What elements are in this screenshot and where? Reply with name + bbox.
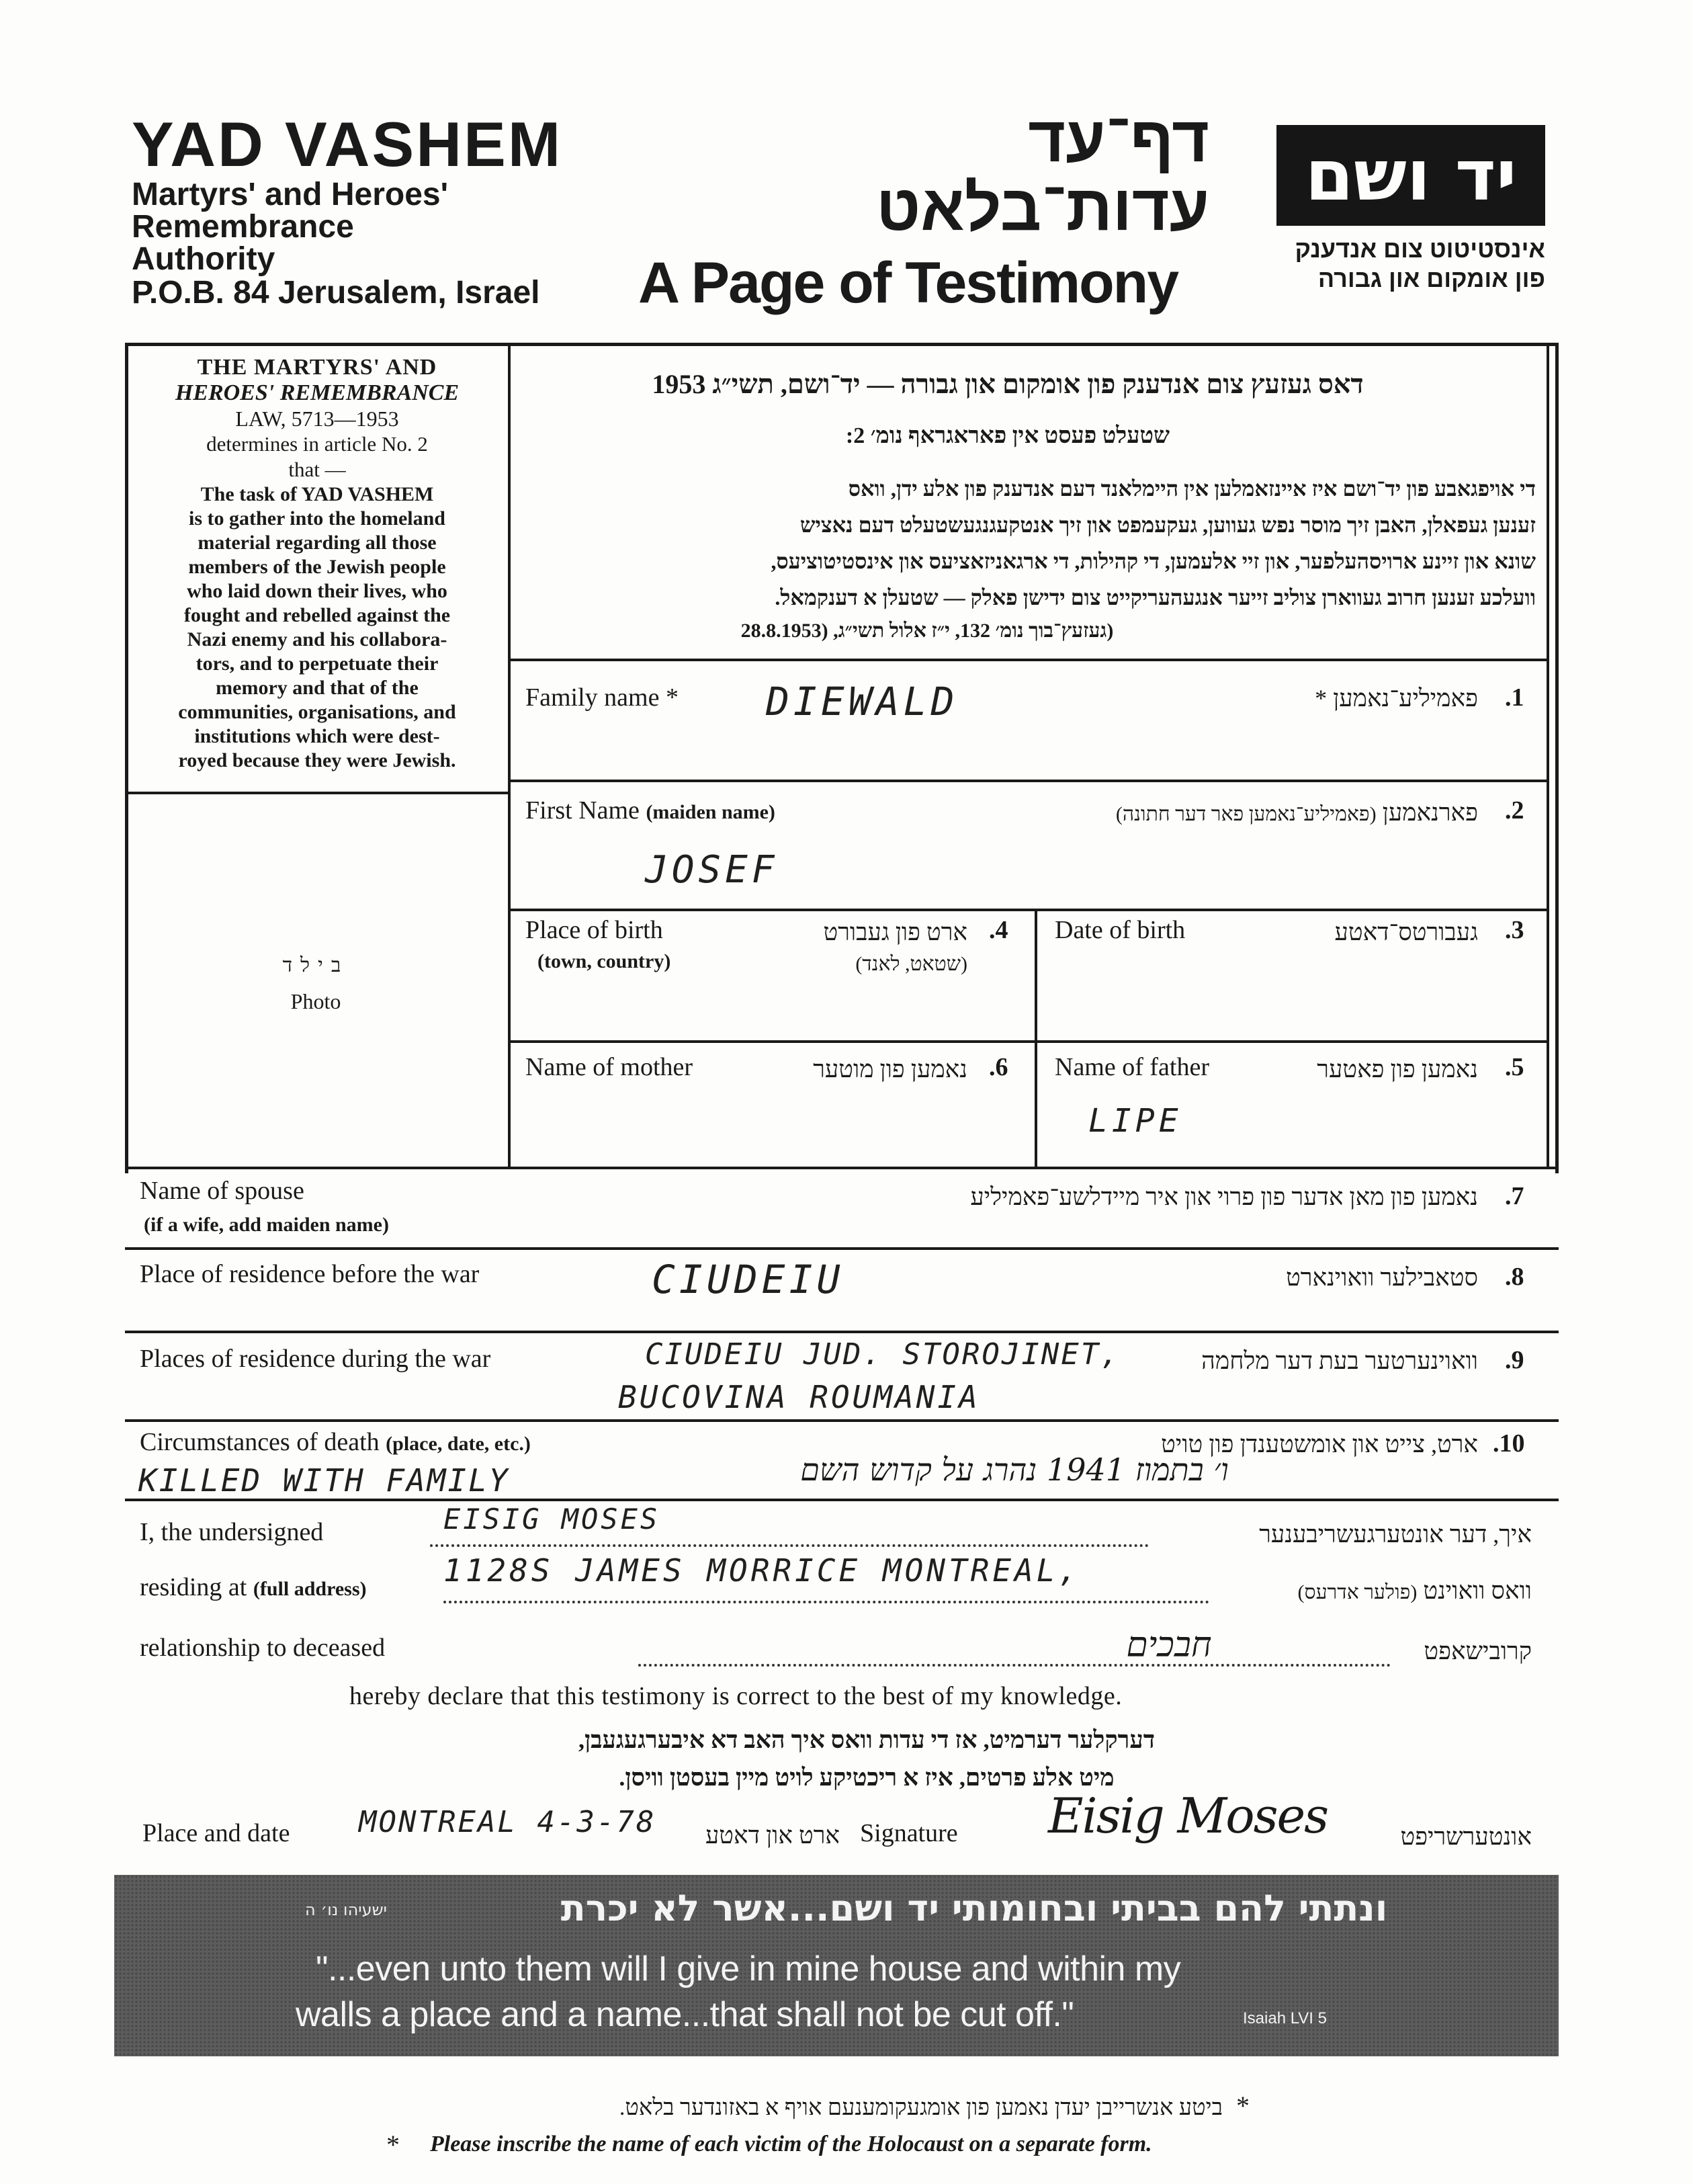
relationship-dotline — [638, 1664, 1391, 1667]
frame-inner-right — [1547, 343, 1549, 1167]
address-label-text: residing at — [140, 1573, 247, 1601]
residence-during-value-2[interactable]: BUCOVINA ROUMANIA — [618, 1379, 980, 1415]
law-title: THE MARTYRS' AND — [197, 355, 437, 380]
place-of-birth-sub-he: (שטאט, לאנד) — [855, 953, 967, 975]
rule-8 — [125, 1499, 1559, 1501]
footer-hebrew: ביטע אנשרייבן יעדן נאמען פון אומגעקומענעם אויף א באזונדער בלאט. — [619, 2095, 1223, 2120]
yiddish-law-line: זענען געפאלן, האבן זיך מוסר נפש געווען, געקעמפט און זיך אנטקעגנגעשטעלט דעם נאציש — [799, 513, 1536, 537]
institute-line: אינסטיטוט צום אנדענק — [1295, 235, 1545, 263]
banner-line: "...even unto them will I give in mine house and within my — [316, 1949, 1181, 1988]
declaration-statement-he: מיט אלע פרטים, איז א ריכטיקע לויט מיין בעסטן וויסן. — [619, 1764, 1115, 1791]
law-body-line: memory and that of the — [216, 677, 419, 699]
address-value[interactable]: 1128S JAMES MORRICE MONTREAL, — [443, 1552, 1081, 1589]
first-name-sub: (maiden name) — [646, 801, 775, 823]
residence-before-label-he: סטאבילער וואוינארט — [1286, 1264, 1478, 1291]
mother-label: Name of mother — [525, 1053, 693, 1081]
law-box-bottom-rule — [125, 792, 511, 794]
address-label-he-text: וואס וואוינט — [1423, 1577, 1532, 1604]
yiddish-title-1: דף־עד — [1028, 103, 1209, 175]
first-name-label-he — [981, 798, 1478, 827]
footer-english: Please inscribe the name of each victim of the Holocaust on a separate form. — [430, 2132, 1152, 2156]
field-number: .6 — [989, 1053, 1008, 1081]
rule-6 — [125, 1331, 1559, 1333]
law-intro: determines in article No. 2 — [206, 432, 428, 456]
field-number: .8 — [1505, 1263, 1524, 1291]
quote-banner — [114, 1875, 1559, 2056]
residence-during-label: Places of residence during the war — [140, 1345, 491, 1373]
field-number: .9 — [1505, 1346, 1524, 1374]
field-number: .10 — [1493, 1429, 1525, 1458]
address-label-he — [1209, 1577, 1532, 1605]
yiddish-law-subtitle: שטעלט פעסט אין פאראגראף נומ׳ 2: — [845, 423, 1170, 448]
rule-7 — [125, 1419, 1559, 1422]
address-sub-he: (פולער אדרעס) — [1297, 1581, 1418, 1603]
yiddish-title-2: עדות־בלאט — [876, 172, 1209, 244]
yiddish-law-line: וועלכע זענען חרוב געווארן צוליב זייער אנגעהעריקייט צום ידישן פאלק — שטעלן א דענקמאל. — [775, 585, 1536, 610]
signature-label-he: אונטערשריפט — [1400, 1823, 1532, 1850]
death-sub: (place, date, etc.) — [386, 1433, 531, 1455]
yiddish-law-body — [521, 470, 1536, 616]
rule-col-mid — [1035, 909, 1037, 1167]
relationship-value[interactable]: חבכים — [1126, 1625, 1212, 1665]
death-label — [140, 1427, 531, 1457]
banner-hebrew-ref: ישעיהו נו׳ ה — [304, 1900, 388, 1919]
residence-during-value-1[interactable]: CIUDEIU JUD. STOROJINET, — [645, 1337, 1121, 1372]
rule-law-bottom — [508, 659, 1549, 661]
place-of-birth-sub: (town, country) — [537, 950, 671, 972]
yiddish-law-line: שונא און זיינע ארויסהעלפער, און זיי אלעמען, די קהילות, די ארגאניזאציעס און אינסטיטוציעס, — [771, 549, 1536, 573]
law-title: LAW, 5713—1953 — [235, 407, 399, 431]
banner-line: walls a place and a name...that shall not be cut off." — [296, 1995, 1074, 2034]
father-value[interactable]: LIPE — [1088, 1102, 1182, 1140]
org-line: Authority — [132, 241, 275, 277]
footer-star: * — [386, 2130, 400, 2160]
date-of-birth-label-he: געבורטס־דאטע — [1334, 919, 1478, 946]
yiddish-law-title: דאס געזעץ צום אנדענק פון אומקום און גבורה — יד־ושם, תשי״ג 1953 — [652, 369, 1364, 399]
undersigned-value[interactable]: EISIG MOSES — [443, 1503, 660, 1536]
law-body-line: Nazi enemy and his collabora- — [187, 628, 447, 650]
family-name-label: Family name * — [525, 683, 679, 712]
signature-label: Signature — [860, 1819, 958, 1847]
first-name-label — [525, 796, 775, 825]
law-body-line: royed because they were Jewish. — [178, 749, 456, 771]
rule-2 — [508, 909, 1549, 911]
law-body — [132, 482, 503, 773]
law-body-line: is to gather into the homeland — [189, 507, 445, 530]
banner-ref: Isaiah LVI 5 — [1243, 2009, 1327, 2027]
death-label-he: ארט, צייט און אומשטענדן פון טויט — [1161, 1431, 1478, 1458]
undersigned-label: I, the undersigned — [140, 1518, 324, 1546]
undersigned-dotline — [430, 1544, 1149, 1547]
law-body-line: material regarding all those — [198, 532, 437, 554]
rule-3 — [508, 1040, 1549, 1043]
declaration-statement-he: דערקלער דערמיט, אז די עדות וואס איך האב דא איבערגעגעבן, — [578, 1726, 1156, 1753]
banner-hebrew: ונתתי להם בביתי ובחומותי יד ושם...אשר לא יכרת — [560, 1887, 1388, 1929]
place-of-birth-label: Place of birth — [525, 916, 663, 944]
rule-5 — [125, 1247, 1559, 1250]
residence-during-label-he: וואוינערטער בעת דער מלחמה — [1201, 1347, 1478, 1374]
org-line: Martyrs' and Heroes' — [132, 177, 448, 212]
address-label — [140, 1572, 367, 1602]
declaration-statement: hereby declare that this testimony is correct to the best of my knowledge. — [349, 1682, 1123, 1710]
death-value[interactable]: KILLED WITH FAMILY — [138, 1462, 510, 1499]
org-name: YAD VASHEM — [132, 109, 563, 179]
residence-before-value[interactable]: CIUDEIU — [652, 1257, 844, 1302]
rule-1 — [508, 780, 1549, 782]
org-address: P.O.B. 84 Jerusalem, Israel — [132, 275, 540, 310]
relationship-label: relationship to deceased — [140, 1634, 386, 1662]
law-body-line: tors, and to perpetuate their — [196, 653, 439, 675]
frame-right-rule — [1555, 343, 1559, 1173]
relationship-label-he: קרובישאפט — [1424, 1638, 1532, 1665]
photo-label-he: בילד — [282, 954, 349, 976]
footer-star: * — [1236, 2091, 1250, 2121]
law-title: HEROES' REMEMBRANCE — [175, 380, 460, 405]
rule-4 — [125, 1167, 1559, 1169]
field-number: .1 — [1505, 683, 1524, 712]
field-number: .3 — [1505, 916, 1524, 944]
law-box — [132, 355, 503, 773]
law-intro: that — — [288, 458, 346, 481]
father-label-he: נאמען פון פאטער — [1317, 1056, 1478, 1083]
law-body-line: members of the Jewish people — [188, 556, 446, 578]
law-body-line: fought and rebelled against the — [183, 604, 451, 626]
family-name-value[interactable]: DIEWALD — [766, 679, 959, 724]
spouse-sub: (if a wife, add maiden name) — [144, 1214, 389, 1236]
mother-label-he: נאמען פון מוטער — [813, 1056, 967, 1083]
death-value-he[interactable]: ו׳ בתמוז 1941 נהרג על קדוש השם — [800, 1452, 1229, 1488]
address-dotline — [443, 1601, 1209, 1603]
first-name-label-he-text: פארנאמען — [1382, 799, 1478, 826]
date-of-birth-label: Date of birth — [1055, 916, 1186, 944]
address-sub: (full address) — [253, 1578, 367, 1600]
field-number: .7 — [1505, 1182, 1524, 1210]
yiddish-law-citation: (געזעץ־בוך נומ׳ 132, י״ז אלול תשי״ג, (28.8.1953 — [740, 620, 1114, 642]
place-date-value[interactable]: MONTREAL 4-3-78 — [359, 1805, 656, 1839]
father-label: Name of father — [1055, 1053, 1209, 1081]
law-body-line: who laid down their lives, who — [187, 580, 447, 602]
yiddish-law-line: די אויפגאבע פון יד־ושם איז איינזאמלען אין היימלאנד דעם אנדענק פון אלע ידן, וואס — [848, 476, 1536, 501]
family-name-label-he: פאמיליע־נאמען * — [1315, 685, 1478, 712]
field-number: .5 — [1505, 1053, 1524, 1081]
place-date-label-he: ארט און דאטע — [705, 1822, 840, 1849]
law-body-line: The task of YAD VASHEM — [200, 483, 434, 505]
death-label-text: Circumstances of death — [140, 1428, 380, 1456]
first-name-sub-he: (פאמיליע־נאמען פאר דער חתונה) — [1115, 803, 1377, 825]
place-date-label: Place and date — [142, 1819, 290, 1847]
undersigned-label-he: איך, דער אונטערגעשריבענער — [1259, 1521, 1532, 1548]
signature-value[interactable]: Eisig Moses — [1048, 1788, 1328, 1844]
org-line: Remembrance — [132, 209, 354, 245]
logo-text: יד ושם — [1305, 134, 1517, 216]
residence-before-label: Place of residence before the war — [140, 1260, 480, 1288]
spouse-label-he: נאמען פון מאן אדער פון פרוי און איר מיידלשע־פאמיליע — [970, 1183, 1478, 1210]
spouse-label: Name of spouse — [140, 1177, 304, 1205]
field-number: .2 — [1505, 796, 1524, 825]
institute-line: פון אומקום און גבורה — [1317, 265, 1545, 292]
law-body-line: institutions which were dest- — [194, 725, 440, 747]
frame-top-rule — [125, 343, 1559, 346]
frame-left-col-right — [508, 343, 511, 1167]
yad-vashem-logo — [1276, 125, 1545, 226]
photo-label: Photo — [290, 989, 341, 1013]
page-title: A Page of Testimony — [638, 251, 1178, 315]
field-number: .4 — [989, 916, 1008, 944]
law-body-line: communities, organisations, and — [178, 701, 456, 723]
frame-left-rule — [125, 343, 128, 1173]
place-of-birth-label-he: ארט פון געבורט — [823, 919, 967, 946]
first-name-label-text: First Name — [525, 796, 640, 825]
first-name-value[interactable]: JOSEF — [645, 848, 779, 892]
